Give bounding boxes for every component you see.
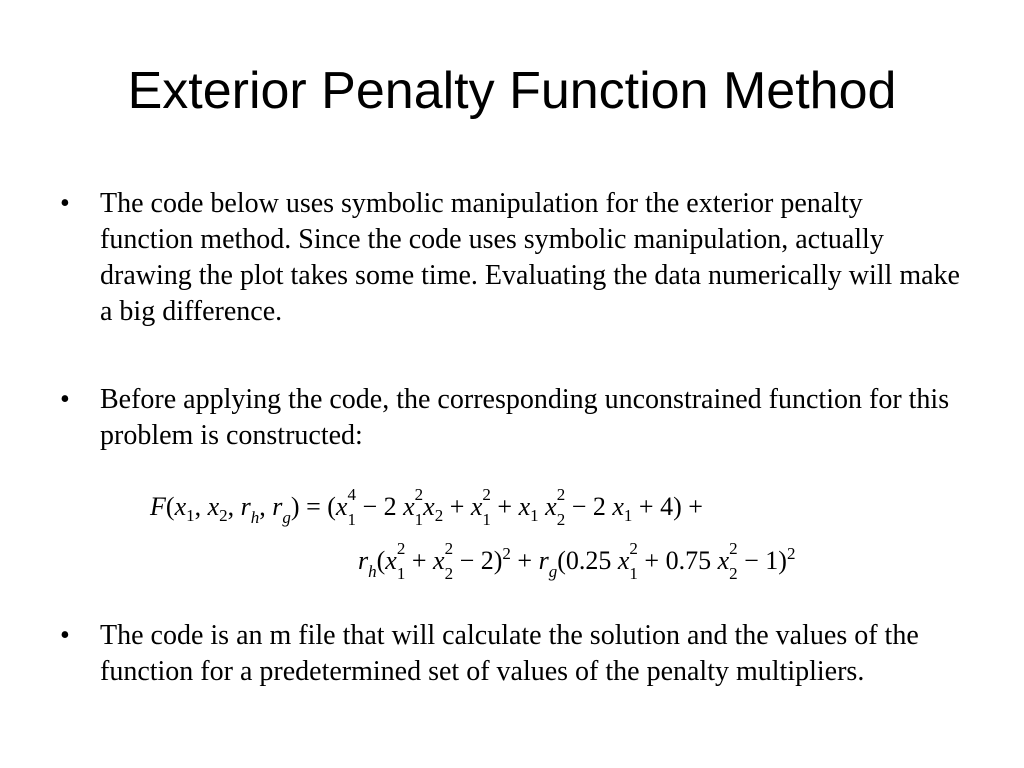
slide-title: Exterior Penalty Function Method bbox=[127, 62, 897, 120]
bullet-icon: • bbox=[60, 384, 70, 415]
bullet-text: The code is an m file that will calculate the solution and the values of the function for a predetermined set of values of the penalty multipliers. bbox=[100, 620, 919, 687]
penalty-formula bbox=[150, 485, 890, 592]
bullet-item bbox=[60, 618, 960, 690]
bullet-text: Before applying the code, the corresponding unconstrained function for this problem is constructed: bbox=[100, 384, 950, 451]
bullet-list-lower bbox=[60, 618, 960, 690]
bullet-icon: • bbox=[60, 620, 70, 651]
bullet-text: The code below uses symbolic manipulation for the exterior penalty function method. Since the code uses symbolic manipulation, actually drawing the plot takes some time. Evaluating the data numerically will make a big difference. bbox=[100, 188, 960, 327]
formula-line-2: $r_h(x$ 2 1 + x 2 2 − $2)^2 + r_g(0.25$ x 2 1 + 0.75 x 2 2 − 1)$^2$ bbox=[358, 539, 796, 584]
bullet-item bbox=[60, 382, 960, 454]
formula-line-1: $F(x_1$, $x_2$, $r_h$, $r_g) = (x$ 4 1 − 2 x 2 1 $x_2 + x$ 2 1 + $x_1$ x 2 2 − 2 $x_1 + 4$) + bbox=[150, 485, 703, 530]
bullet-list bbox=[60, 186, 960, 454]
bullet-icon: • bbox=[60, 188, 70, 219]
bullet-item bbox=[60, 186, 960, 330]
